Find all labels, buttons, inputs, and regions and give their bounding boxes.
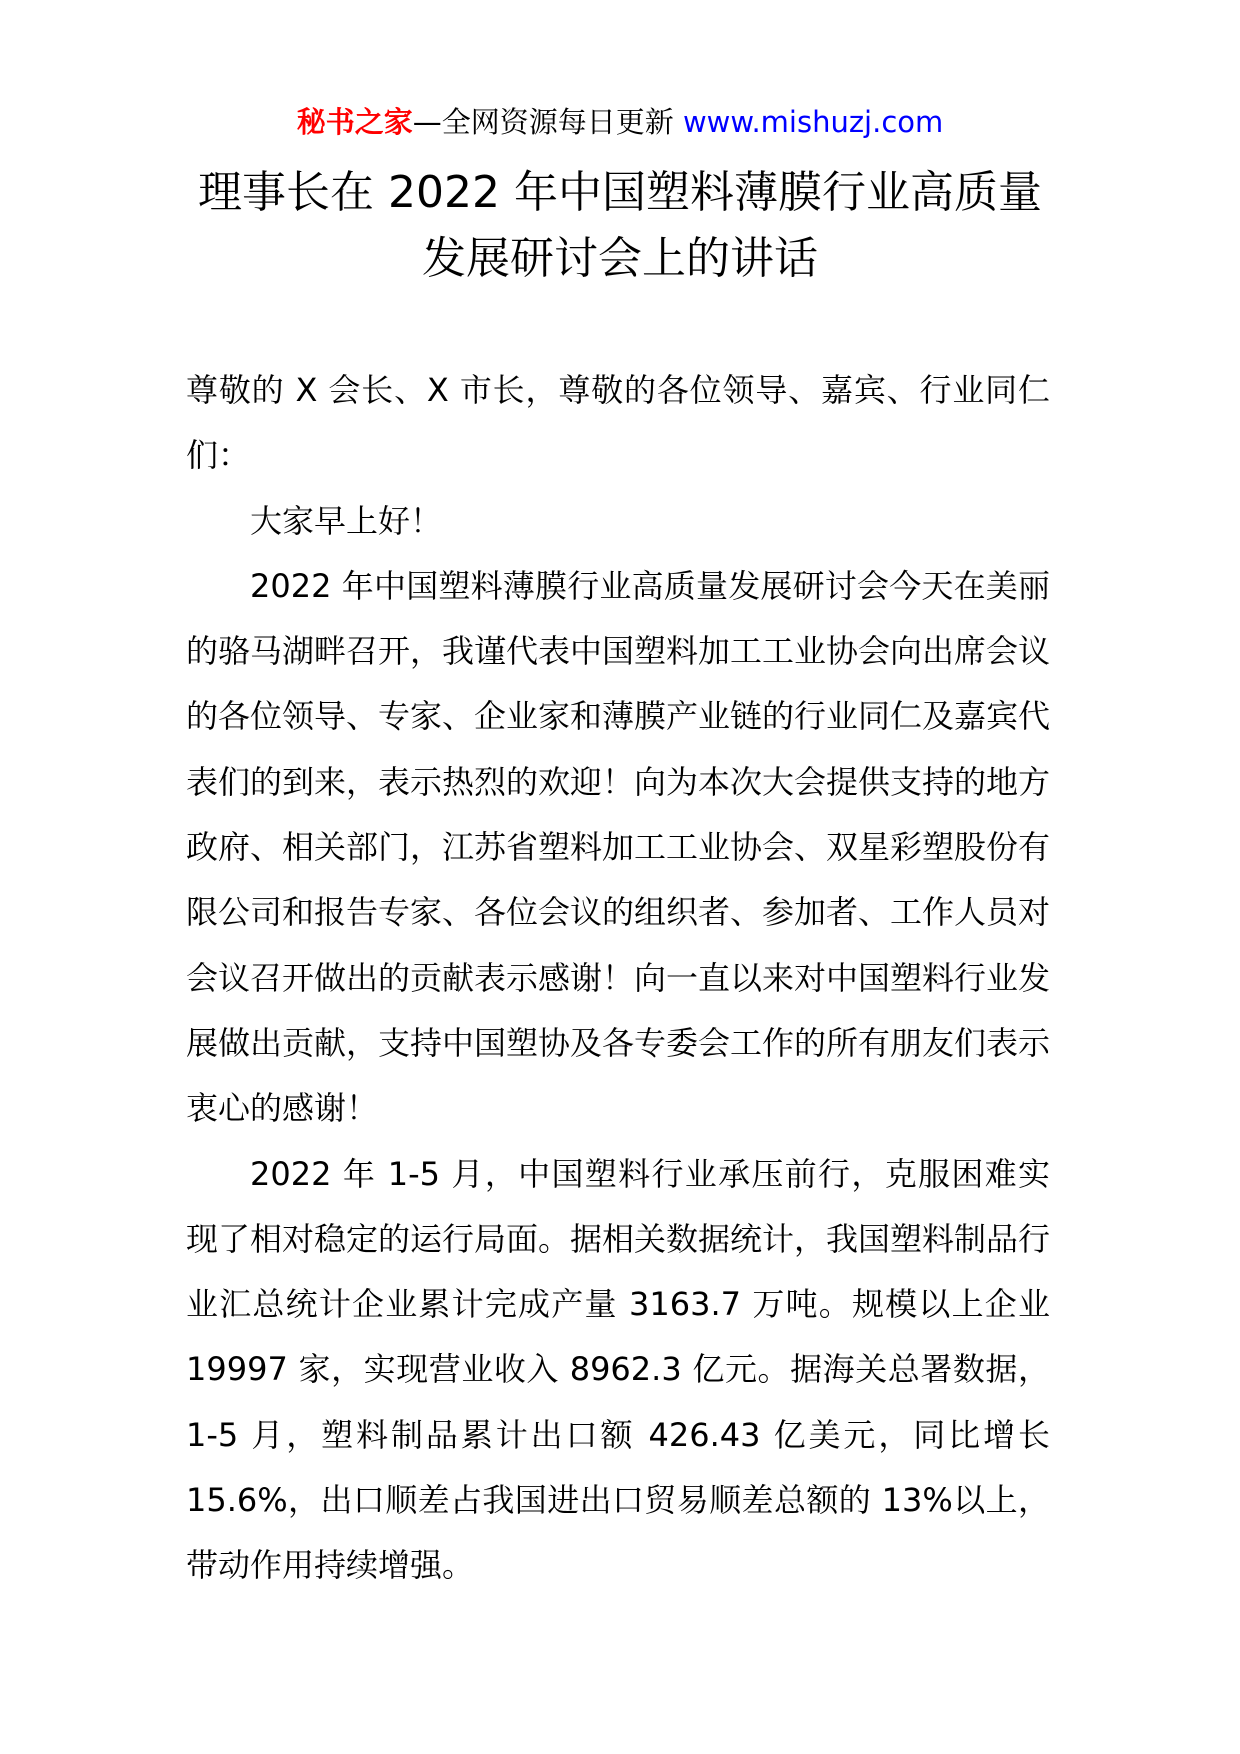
document-title — [150, 160, 1090, 292]
site-header — [0, 100, 1240, 144]
site-url-link[interactable]: www.mishuzj.com — [682, 105, 944, 139]
title-line-2: 发展研讨会上的讲话 — [422, 233, 818, 284]
greeting-paragraph: 尊敬的 X 会长、X 市长，尊敬的各位领导、嘉宾、行业同仁们： — [186, 371, 1050, 475]
morning-greeting: 大家早上好！ — [250, 501, 443, 540]
site-slogan: —全网资源每日更新 — [412, 105, 674, 139]
title-line-1: 理事长在 2022 年中国塑料薄膜行业高质量 — [198, 167, 1042, 218]
industry-data-paragraph: 2022 年 1-5 月，中国塑料行业承压前行，克服困难实现了相对稳定的运行局面。据相关数据统计，我国塑料制品行业汇总统计企业累计完成产量 3163.7 万吨。规模以上企业 19997 家，实现营业收入 8962.3 亿元。据海关总署数据，1-5 月，塑料制品累计出口额 426.43 亿美元，同比增长 15.6%，出口顺差占我国进出口贸易顺差总额的 13%以上，带动作用持续增强。 — [186, 1154, 1051, 1585]
site-brand: 秘书之家 — [296, 105, 413, 139]
document-body — [186, 358, 1050, 1599]
welcome-paragraph: 2022 年中国塑料薄膜行业高质量发展研讨会今天在美丽的骆马湖畔召开，我谨代表中国塑料加工工业协会向出席会议的各位领导、专家、企业家和薄膜产业链的行业同仁及嘉宾代表们的到来，表示热烈的欢迎！向为本次大会提供支持的地方政府、相关部门，江苏省塑料加工工业协会、双星彩塑股份有限公司和报告专家、各位会议的组织者、参加者、工作人员对会议召开做出的贡献表示感谢！向一直以来对中国塑料行业发展做出贡献，支持中国塑协及各专委会工作的所有朋友们表示衷心的感谢！ — [186, 566, 1051, 1128]
